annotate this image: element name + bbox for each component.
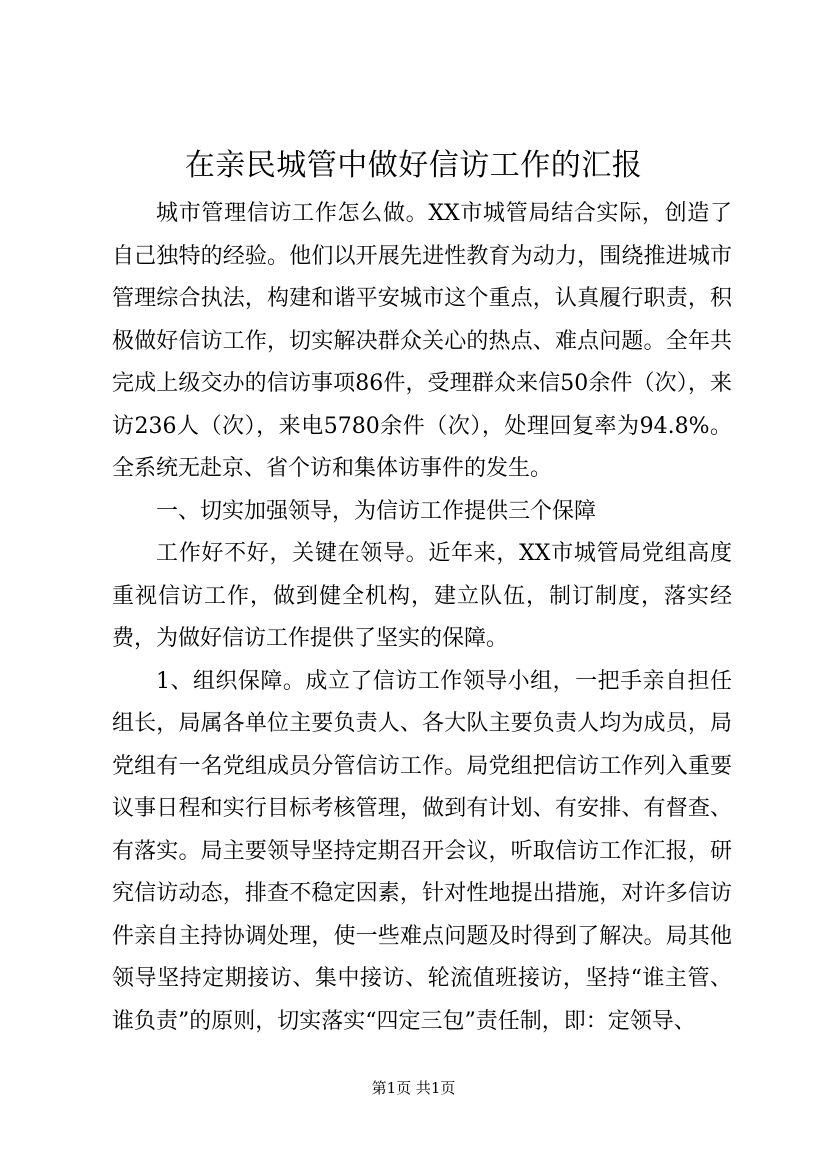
document-body	[112, 193, 732, 1043]
paragraph-organization: 1、组织保障。成立了信访工作领导小组，一把手亲自担任组长，局属各单位主要负责人、各大队主要负责人均为成员，局党组有一名党组成员分管信访工作。局党组把信访工作列入重要议事日程和实行目标考核管理，做到有计划、有安排、有督查、有落实。局主要领导坚持定期召开会议，听取信访工作汇报，研究信访动态，排查不稳定因素，针对性地提出措施，对许多信访件亲自主持协调处理，使一些难点问题及时得到了解决。局其他领导坚持定期接访、集中接访、轮流值班接访，坚持“谁主管、谁负责”的原则，切实落实“四定三包”责任制，即：定领导、	[112, 668, 732, 1034]
document-title: 在亲民城管中做好信访工作的汇报	[184, 148, 643, 183]
section-heading-1: 一、切实加强领导，为信访工作提供三个保障	[156, 498, 597, 524]
page-footer: 第1页 共1页	[371, 1079, 456, 1097]
paragraph-leadership: 工作好不好，关键在领导。近年来，XX市城管局党组高度重视信访工作，做到健全机构，建立队伍，制订制度，落实经费，为做好信访工作提供了坚实的保障。	[112, 541, 732, 651]
paragraph-intro: 城市管理信访工作怎么做。XX市城管局结合实际，创造了自己独特的经验。他们以开展先进性教育为动力，围绕推进城市管理综合执法，构建和谐平安城市这个重点，认真履行职责，积极做好信访工作，切实解决群众关心的热点、难点问题。全年共完成上级交办的信访事项86件，受理群众来信50余件（次），来访236人（次），来电5780余件（次），处理回复率为94.8%。全系统无赴京、省个访和集体访事件的发生。	[112, 201, 732, 481]
